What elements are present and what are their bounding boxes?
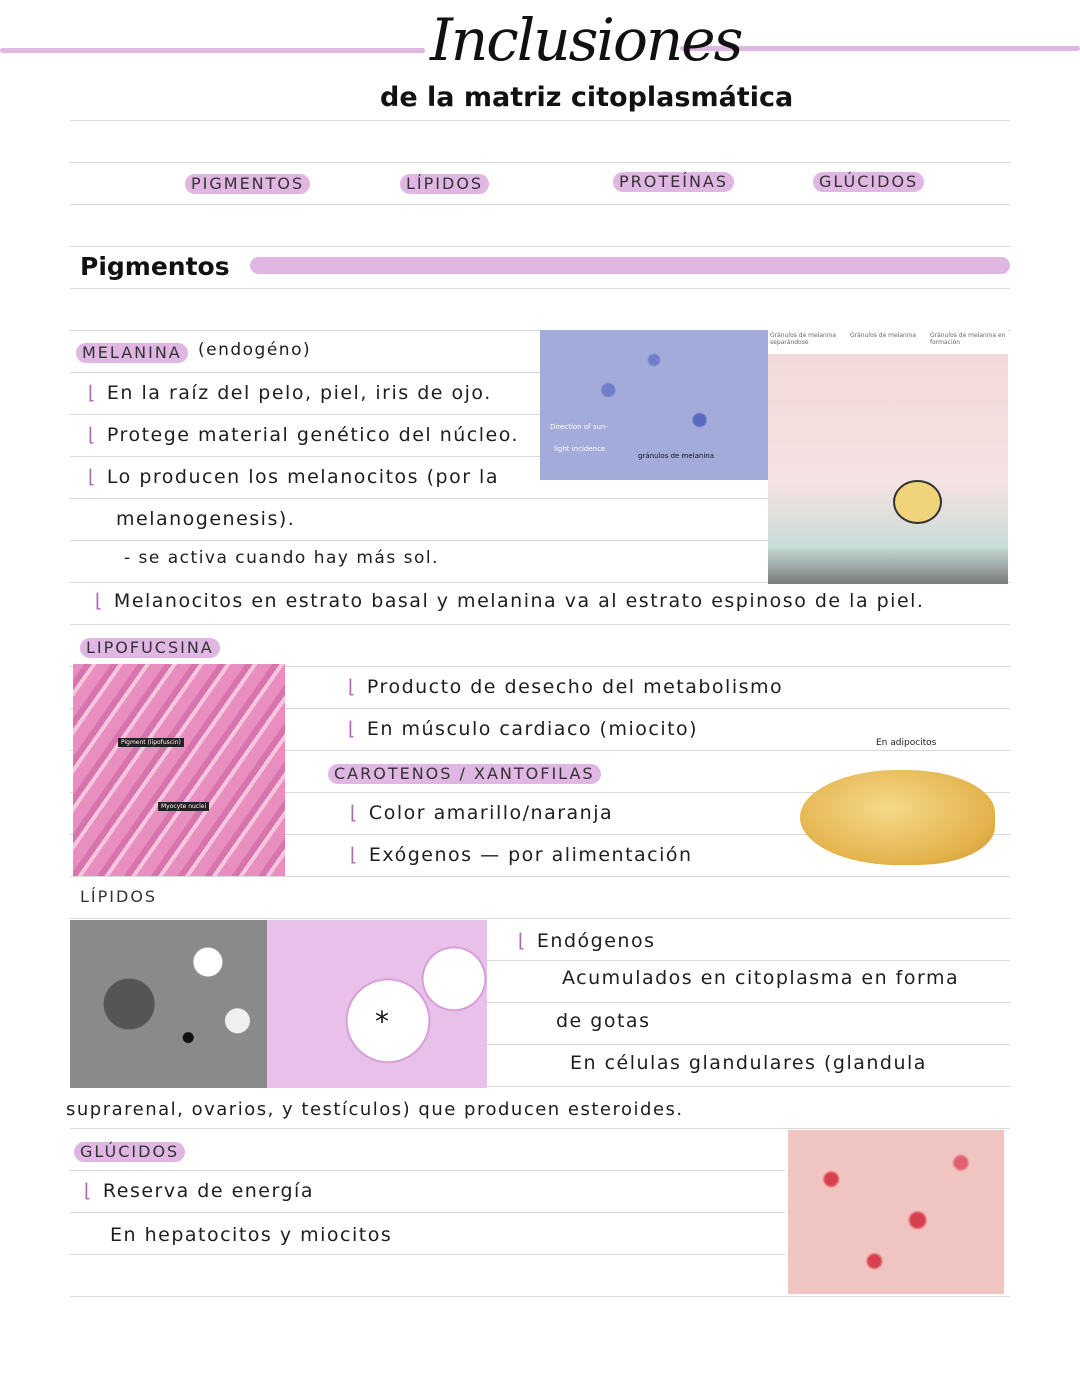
rule [70, 246, 1010, 247]
photo-label: Myocyte nuclei [158, 802, 209, 811]
nav-lipidos[interactable]: LÍPIDOS [400, 174, 489, 194]
melanina-note: (endogéno) [198, 340, 312, 360]
text-line: ⌊ Producto de desecho del metabolismo [348, 676, 784, 698]
text-line: ⌊ Endógenos [518, 930, 656, 952]
photo-label: light incidence [554, 445, 606, 453]
rule [70, 540, 770, 541]
rule [70, 624, 1010, 625]
rule [70, 204, 1010, 205]
rule [70, 1170, 785, 1171]
page-subtitle: de la matriz citoplasmática [380, 82, 794, 113]
text-line: ⌊ Exógenos — por alimentación [350, 844, 693, 866]
text-line: Acumulados en citoplasma en forma [562, 967, 960, 989]
section-heading-bar [250, 257, 1010, 274]
diagram-label: Gránulos de melanina [850, 332, 917, 339]
tag-lipofucsina: LIPOFUCSINA [80, 638, 220, 658]
text-line: de gotas [556, 1010, 651, 1032]
chicken-photo [800, 770, 995, 865]
text-line: ⌊ En músculo cardiaco (miocito) [348, 718, 699, 740]
photo-label: Direction of sun- [550, 423, 608, 431]
lipid-em-micrograph [70, 920, 267, 1088]
nav-pigmentos[interactable]: PIGMENTOS [185, 174, 310, 194]
text-line: ⌊ Melanocitos en estrato basal y melanina va al estrato espinoso de la piel. [95, 590, 925, 612]
rule [70, 876, 1010, 877]
text-line: ⌊ Color amarillo/naranja [350, 802, 614, 824]
rule [70, 1212, 785, 1213]
text-line: En células glandulares (glandula [570, 1052, 927, 1074]
tag-glucidos: GLÚCIDOS [74, 1142, 185, 1162]
text-line: ⌊ Reserva de energía [84, 1180, 314, 1202]
tag-carotenos: CAROTENOS / XANTOFILAS [328, 764, 601, 784]
diagram-label: Gránulos de melanina separándose [770, 332, 837, 346]
text-line: ⌊ Lo producen los melanocitos (por la [88, 466, 499, 488]
text-line: En hepatocitos y miocitos [110, 1224, 393, 1246]
page-title: Inclusiones [430, 6, 742, 74]
adipose-tissue-micrograph [267, 920, 487, 1088]
rule [70, 162, 1010, 163]
rule [70, 498, 770, 499]
text-line: ⌊ Protege material genético del núcleo. [88, 424, 520, 446]
text-line: suprarenal, ovarios, y testículos) que producen esteroides. [66, 1099, 684, 1120]
rule [70, 288, 1010, 289]
text-line: - se activa cuando hay más sol. [124, 548, 439, 568]
photo-label: gránulos de melanina [638, 452, 715, 460]
rule [70, 918, 1010, 919]
glycogen-micrograph [788, 1130, 1004, 1294]
rule [70, 1254, 785, 1255]
rule [70, 120, 1010, 121]
asterisk-mark: * [375, 1005, 389, 1038]
nav-proteinas[interactable]: PROTEÍNAS [613, 172, 734, 192]
melanin-micrograph [540, 330, 768, 480]
tag-melanina: MELANINA [76, 343, 188, 363]
cardiac-muscle-micrograph [73, 664, 285, 876]
rule [70, 1128, 1010, 1129]
diagram-label: Gránulos de melanina en formación [930, 332, 1006, 346]
melanocyte-diagram [768, 330, 1008, 584]
nav-glucidos[interactable]: GLÚCIDOS [813, 172, 924, 192]
text-line: ⌊ En la raíz del pelo, piel, iris de ojo. [88, 382, 492, 404]
text-line: melanogenesis). [116, 508, 296, 530]
section-heading: Pigmentos [80, 252, 234, 281]
tag-lipidos: LÍPIDOS [74, 887, 163, 907]
rule [70, 456, 540, 457]
photo-label: En adipocitos [876, 738, 937, 748]
photo-label: Pigment (lipofuscin) [118, 738, 184, 747]
rule [70, 372, 540, 373]
rule [70, 1296, 1010, 1297]
rule [70, 414, 540, 415]
nucleus-shape [893, 480, 942, 524]
title-line-left [0, 48, 425, 53]
